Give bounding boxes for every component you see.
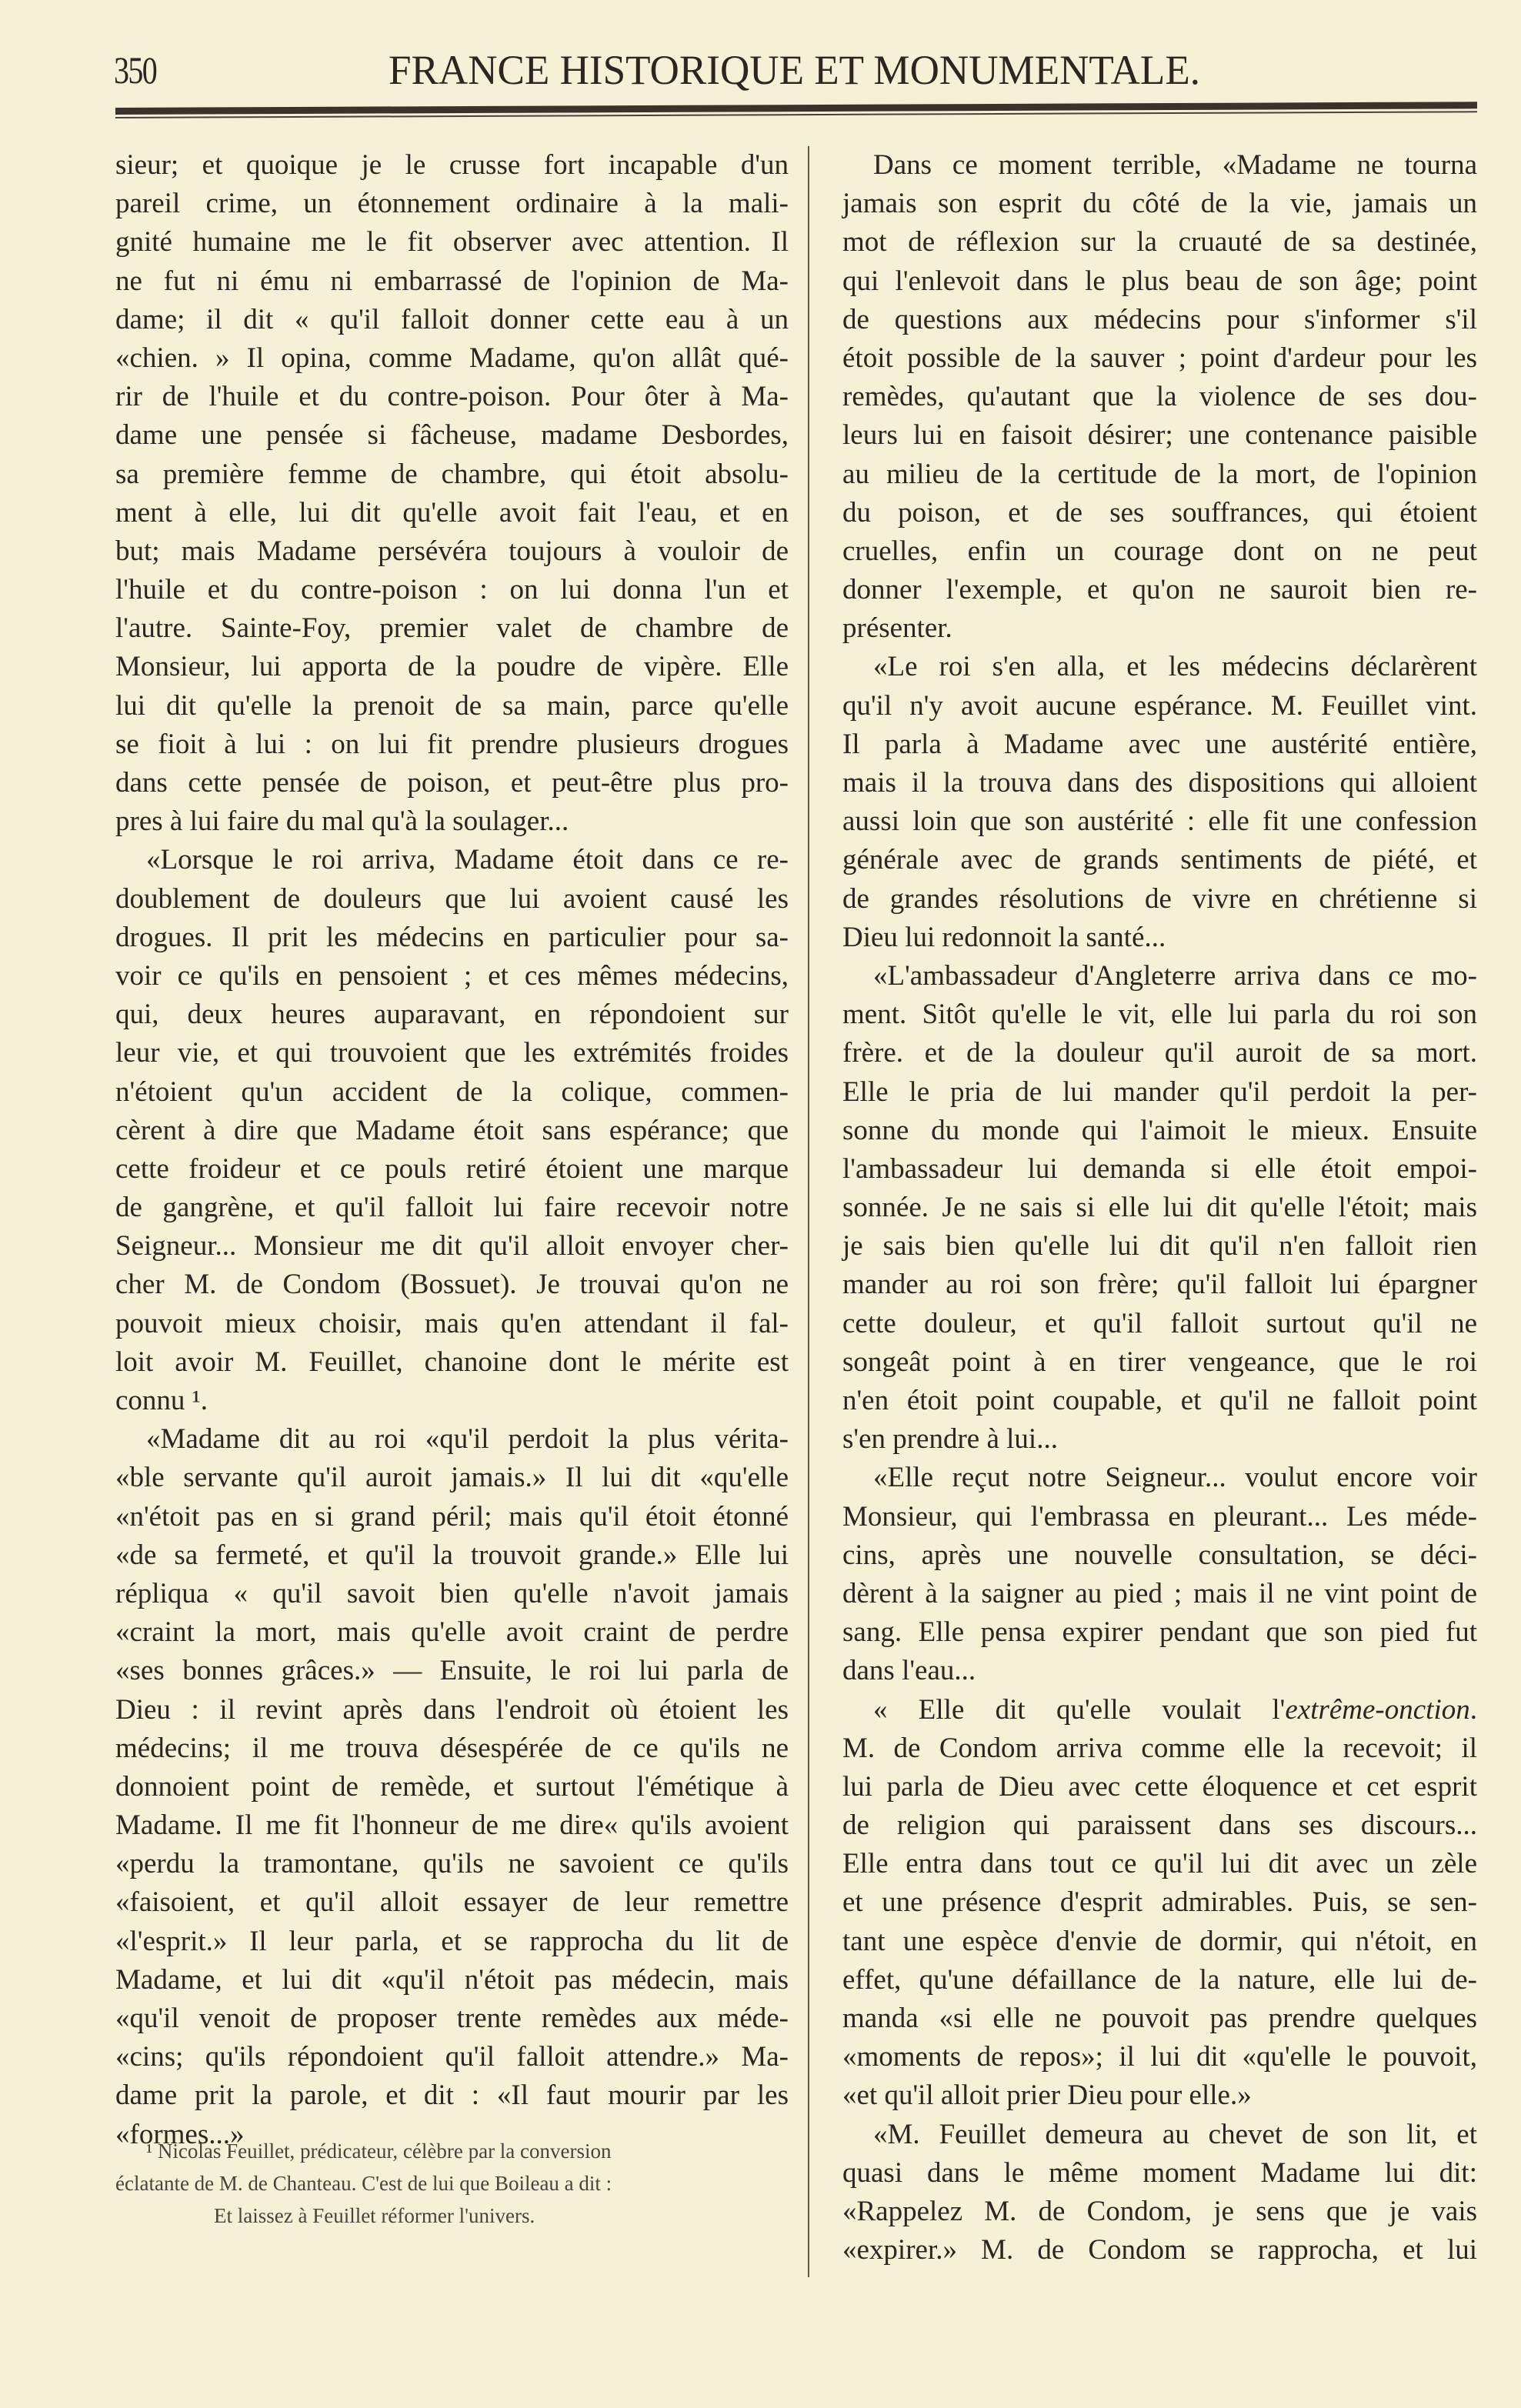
- text-line: sieur; et quoique je le crusse fort incapable d'un: [115, 149, 789, 181]
- text-line: ne fut ni ému ni embarrassé de l'opinion de Ma-: [115, 265, 789, 297]
- text-line: cins, après une nouvelle consultation, se déci-: [842, 1539, 1477, 1571]
- text-line: dame; il dit « qu'il falloit donner cette eau à un: [115, 303, 789, 335]
- text-line: «craint la mort, mais qu'elle avoit craint de perdre: [115, 1616, 789, 1649]
- text-line: Monsieur, lui apporta de la poudre de vipère. Elle: [115, 651, 789, 683]
- text-line: répliqua « qu'il savoit bien qu'elle n'avoit jamais: [115, 1577, 789, 1609]
- text-line: «qu'il venoit de proposer trente remèdes aux méde-: [115, 2003, 789, 2034]
- text-line: n'étoient qu'un accident de la colique, commen-: [115, 1076, 789, 1108]
- text-line: je sais bien qu'elle lui dit qu'il n'en falloit rien: [842, 1230, 1477, 1262]
- text-line: dame prit la parole, et dit : «Il faut mourir par les: [115, 2079, 789, 2112]
- text-line: «ble servante qu'il auroit jamais.» Il lui dit «qu'elle: [115, 1462, 789, 1494]
- text-line: l'ambassadeur lui demanda si elle étoit empoi-: [842, 1152, 1477, 1185]
- text-line: «n'étoit pas en si grand péril; mais qu'il étoit étonné: [115, 1500, 789, 1533]
- text-line: étoit possible de la sauver ; point d'ardeur pour les: [842, 342, 1477, 374]
- text-line: Madame. Il me fit l'honneur de me dire« qu'ils avoient: [115, 1809, 789, 1842]
- text-line: mander au roi son frère; qu'il falloit lui épargner: [842, 1269, 1477, 1301]
- column-divider: [808, 146, 809, 2277]
- text-line: pres à lui faire du mal qu'à la soulager...: [115, 805, 569, 838]
- text-line: M. de Condom arriva comme elle la recevoit; il: [842, 1732, 1477, 1764]
- text-line: pareil crime, un étonnement ordinaire à la mali-: [115, 188, 789, 220]
- text-line: «L'ambassadeur d'Angleterre arriva dans ce mo-: [873, 959, 1477, 992]
- text-line: «perdu la tramontane, qu'ils ne savoient ce qu'ils: [115, 1848, 789, 1880]
- text-line: Il parla à Madame avec une austérité entière,: [842, 728, 1477, 760]
- text-line: «cins; qu'ils répondoient qu'il falloit attendre.» Ma-: [115, 2041, 789, 2073]
- left-column: [115, 146, 789, 2154]
- page-number: 350: [114, 48, 157, 92]
- text-line: lui dit qu'elle la prenoit de sa main, parce qu'elle: [115, 689, 789, 722]
- text-line: «Elle reçut notre Seigneur... voulut encore voir: [873, 1462, 1477, 1494]
- text-line: de questions aux médecins pour s'informer s'il: [842, 303, 1477, 335]
- text-line: ment. Sitôt qu'elle le vit, elle lui parla du roi son: [842, 999, 1477, 1031]
- text-line: Elle entra dans tout ce qu'il lui dit avec un zèle: [842, 1848, 1477, 1880]
- text-line: médecins; il me trouva désespérée de ce qu'ils ne: [115, 1732, 789, 1764]
- text-line: qui, deux heures auparavant, en répondoient sur: [115, 999, 789, 1031]
- text-line: qu'il n'y avoit aucune espérance. M. Feuillet vint.: [842, 689, 1477, 722]
- text-line: frère. et de la douleur qu'il auroit de sa mort.: [842, 1037, 1477, 1069]
- footnote: [115, 2135, 789, 2232]
- text-line: dèrent à la saigner au pied ; mais il ne vint point de: [842, 1577, 1477, 1609]
- text-line: «expirer.» M. de Condom se rapprocha, et lui: [842, 2234, 1477, 2266]
- text-line: l'autre. Sainte-Foy, premier valet de chambre de: [115, 612, 789, 645]
- text-line: cette douleur, et qu'il falloit surtout qu'il ne: [842, 1307, 1477, 1339]
- text-line: voir ce qu'ils en pensoient ; et ces mêmes médecins,: [115, 959, 789, 992]
- text-line: «ses bonnes grâces.» — Ensuite, le roi lui parla de: [115, 1655, 789, 1687]
- running-title: FRANCE HISTORIQUE ET MONUMENTALE.: [389, 47, 1200, 93]
- text-line: de grandes résolutions de vivre en chrétienne si: [842, 882, 1477, 915]
- text-line: dans cette pensée de poison, et peut-être plus pro-: [115, 767, 789, 799]
- text-line: «faisoient, et qu'il alloit essayer de leur remettre: [115, 1886, 789, 1919]
- text-line: Dieu lui redonnoit la santé...: [842, 921, 1166, 953]
- text-line: «l'esprit.» Il leur parla, et se rapprocha du lit de: [115, 1925, 789, 1957]
- text-line: remèdes, qu'autant que la violence de ses dou-: [842, 381, 1477, 413]
- text-line: cèrent à dire que Madame étoit sans espérance; que: [115, 1114, 789, 1146]
- text-line: mot de réflexion sur la cruauté de sa destinée,: [842, 226, 1477, 258]
- text-line: s'en prendre à lui...: [842, 1423, 1058, 1456]
- text-line: «Le roi s'en alla, et les médecins déclarèrent: [873, 651, 1477, 683]
- footnote-line: éclatante de M. de Chanteau. C'est de lui que Boileau a dit :: [115, 2172, 612, 2195]
- text-line: au milieu de la certitude de la mort, de l'opinion: [842, 458, 1477, 490]
- text-line: «et qu'il alloit prier Dieu pour elle.»: [842, 2079, 1252, 2112]
- text-line: pouvoit mieux choisir, mais qu'en attendant il fal-: [115, 1307, 789, 1339]
- text-line: gnité humaine me le fit observer avec attention. Il: [115, 226, 789, 258]
- text-line: songeât point à en tirer vengeance, que le roi: [842, 1346, 1477, 1378]
- text-line: se fioit à lui : on lui fit prendre plusieurs drogues: [115, 728, 789, 760]
- text-line: manda «si elle ne pouvoit pas prendre quelques: [842, 2003, 1477, 2034]
- text-line: présenter.: [842, 612, 952, 645]
- text-line: quasi dans le même moment Madame lui dit:: [842, 2156, 1477, 2189]
- text-line: «Rappelez M. de Condom, je sens que je vais: [842, 2195, 1477, 2227]
- text-line: «Lorsque le roi arriva, Madame étoit dans ce re-: [146, 844, 789, 876]
- text-line: dame une pensée si fâcheuse, madame Desbordes,: [115, 419, 789, 452]
- text-line: Dans ce moment terrible, «Madame ne tourna: [873, 149, 1477, 181]
- footnote-verse: Et laissez à Feuillet réformer l'univers.: [214, 2204, 535, 2227]
- text-line: tant une espèce d'envie de dormir, qui n'étoit, en: [842, 1925, 1477, 1957]
- text-line: effet, qu'une défaillance de la nature, elle lui de-: [842, 1963, 1477, 1996]
- italic-term: extrême-onction: [1285, 1693, 1470, 1726]
- footnote-line: ¹ Nicolas Feuillet, prédicateur, célèbre par la conversion: [146, 2140, 612, 2163]
- text-line: qui l'enlevoit dans le plus beau de son âge; point: [842, 265, 1477, 297]
- text-line: doublement de douleurs que lui avoient causé les: [115, 882, 789, 915]
- text-line: «chien. » Il opina, comme Madame, qu'on allât qué-: [115, 342, 789, 374]
- text-line: sang. Elle pensa expirer pendant que son pied fut: [842, 1616, 1477, 1649]
- text-line: générale avec de grands sentiments de piété, et: [842, 844, 1477, 876]
- text-line: sa première femme de chambre, qui étoit absolu-: [115, 458, 789, 490]
- text-line: de gangrène, et qu'il falloit lui faire recevoir notre: [115, 1192, 789, 1224]
- text-line: jamais son esprit du côté de la vie, jamais un: [842, 188, 1477, 220]
- text-line: Seigneur... Monsieur me dit qu'il alloit envoyer cher-: [115, 1230, 789, 1262]
- text-line: drogues. Il prit les médecins en particulier pour sa-: [115, 921, 789, 953]
- text-line: «Madame dit au roi «qu'il perdoit la plus vérita-: [146, 1423, 789, 1456]
- text-line: de religion qui paraissent dans ses discours...: [842, 1809, 1477, 1842]
- text-line: «moments de repos»; il lui dit «qu'elle le pouvoit,: [842, 2041, 1477, 2073]
- text-line: Elle le pria de lui mander qu'il perdoit la per-: [842, 1076, 1477, 1108]
- text-line: «M. Feuillet demeura au chevet de son lit, et: [873, 2118, 1477, 2150]
- text-line: aussi loin que son austérité : elle fit une confession: [842, 805, 1477, 838]
- text-line: donner l'exemple, et qu'on ne sauroit bien re-: [842, 574, 1477, 606]
- text-line: donnoient point de remède, et surtout l'émétique à: [115, 1770, 789, 1803]
- text-line: «de sa fermeté, et qu'il la trouvoit grande.» Elle lui: [115, 1539, 789, 1571]
- text-line: sonne du monde qui l'aimoit le mieux. Ensuite: [842, 1114, 1477, 1146]
- text-line: «formes...»: [115, 2118, 245, 2150]
- text-line: Monsieur, qui l'embrassa en pleurant... Les méde-: [842, 1500, 1477, 1533]
- text-line: Madame, et lui dit «qu'il n'étoit pas médecin, mais: [115, 1963, 789, 1996]
- text-line: rir de l'huile et du contre-poison. Pour ôter à Ma-: [115, 381, 789, 413]
- text-line: cette froideur et ce pouls retiré étoient une marque: [115, 1152, 789, 1185]
- text-line: cher M. de Condom (Bossuet). Je trouvai qu'on ne: [115, 1269, 789, 1301]
- text-line: du poison, et de ses souffrances, qui étoient: [842, 496, 1477, 529]
- right-column: [842, 146, 1477, 2270]
- text-line: « Elle dit qu'elle voulait l'extrême-onction.: [873, 1693, 1477, 1726]
- text-line: Dieu : il revint après dans l'endroit où étoient les: [115, 1693, 789, 1726]
- text-line: sonnée. Je ne sais si elle lui dit qu'elle l'étoit; mais: [842, 1192, 1477, 1224]
- text-line: connu ¹.: [115, 1385, 208, 1416]
- text-line: leur vie, et qui trouvoient que les extrémités froides: [115, 1037, 789, 1069]
- text-line: mais il la trouva dans des dispositions qui alloient: [842, 767, 1477, 799]
- text-line: n'en étoit point coupable, et qu'il ne falloit point: [842, 1385, 1477, 1416]
- text-line: cruelles, enfin un courage dont on ne peut: [842, 535, 1477, 567]
- text-line: but; mais Madame persévéra toujours à vouloir de: [115, 535, 789, 567]
- text-line: l'huile et du contre-poison : on lui donna l'un et: [115, 574, 789, 606]
- text-line: et une présence d'esprit admirables. Puis, se sen-: [842, 1886, 1477, 1919]
- text-line: ment à elle, lui dit qu'elle avoit fait l'eau, et en: [115, 496, 789, 529]
- text-line: lui parla de Dieu avec cette éloquence et cet esprit: [842, 1770, 1477, 1803]
- text-line: leurs lui en faisoit désirer; une contenance paisible: [842, 419, 1477, 452]
- text-line: dans l'eau...: [842, 1655, 976, 1687]
- text-line: loit avoir M. Feuillet, chanoine dont le mérite est: [115, 1346, 789, 1378]
